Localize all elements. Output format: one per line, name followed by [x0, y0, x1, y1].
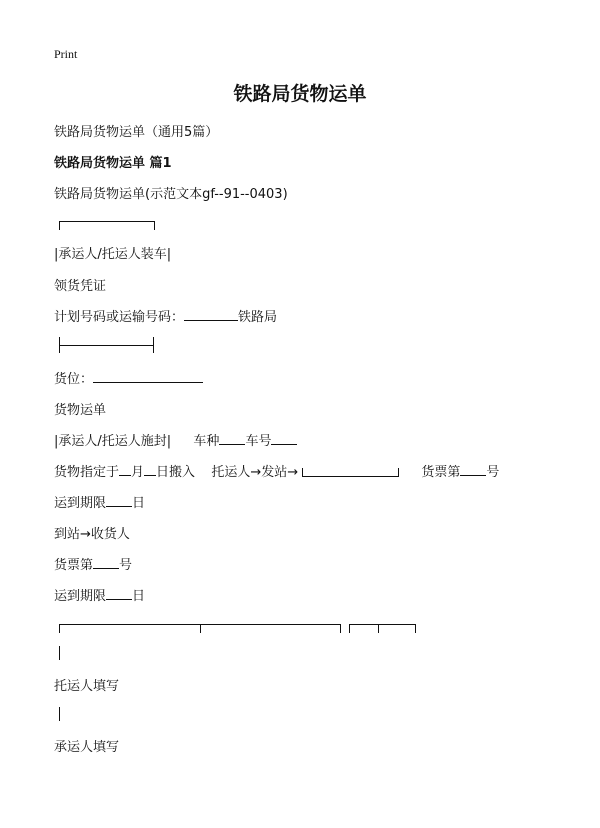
- frame-middle-line: [59, 345, 153, 346]
- table-segment-1: [59, 624, 201, 633]
- plan-number-row: [54, 306, 277, 325]
- carrier-loading-label: |承运人/托运人装车|: [54, 247, 172, 262]
- car-type-label: 车种: [193, 434, 220, 449]
- delivery-limit-row: [54, 492, 145, 511]
- delivery-limit-label: 运到期限: [54, 496, 107, 511]
- waybill-label: 货物运单: [54, 403, 107, 418]
- carrier-seal-label: |承运人/托运人施封|: [54, 434, 172, 449]
- seal-row: [54, 430, 297, 449]
- ticket-prefix: 货票第: [421, 465, 461, 480]
- sample-text: 铁路局货物运单(示范文本gf--91--0403): [54, 187, 288, 202]
- car-type-blank: [219, 432, 245, 445]
- day2-label: 日: [132, 589, 146, 604]
- railway-bureau-label: 铁路局: [238, 310, 278, 325]
- table-left-edge-1: [59, 646, 60, 660]
- delivery-limit2-blank: [106, 587, 132, 600]
- car-number-label: 车号: [245, 434, 272, 449]
- to-station-label: 到站→收货人: [54, 527, 130, 542]
- frame-right-edge: [153, 337, 154, 353]
- form-frame-top: [59, 221, 155, 230]
- day-moved-label: 日搬入: [156, 465, 196, 480]
- carrier-fill-label: 承运人填写: [54, 740, 120, 755]
- ticket2-suffix: 号: [119, 558, 133, 573]
- month-label: 月: [131, 465, 145, 480]
- designated-row: [54, 461, 499, 480]
- cargo-position-label: 货位：: [54, 372, 94, 387]
- table-left-edge-2: [59, 707, 60, 721]
- day-blank: [144, 463, 156, 476]
- car-number-blank: [271, 432, 297, 445]
- ticket-row-2: [54, 554, 132, 573]
- table-segment-2: [200, 624, 341, 633]
- page-title: 铁路局货物运单: [233, 83, 367, 105]
- plan-number-label: 计划号码或运输号码：: [54, 310, 185, 325]
- shipper-to-station-label: 托运人→发站→: [211, 465, 299, 480]
- cargo-position-blank: [93, 370, 203, 383]
- delivery-limit2-label: 运到期限: [54, 589, 107, 604]
- receipt-label: 领货凭证: [54, 279, 107, 294]
- ticket2-blank: [93, 556, 119, 569]
- designated-label: 货物指定于: [54, 465, 120, 480]
- section-heading: 铁路局货物运单 篇1: [54, 156, 172, 171]
- shipper-fill-label: 托运人填写: [54, 679, 120, 694]
- subtitle: 铁路局货物运单（通用5篇）: [54, 125, 219, 140]
- cargo-position-row: [54, 368, 203, 387]
- day-label: 日: [132, 496, 146, 511]
- plan-number-blank: [184, 308, 238, 321]
- ticket2-prefix: 货票第: [54, 558, 94, 573]
- delivery-limit-row-2: [54, 585, 145, 604]
- month-blank: [119, 463, 131, 476]
- ticket-suffix: 号: [486, 465, 500, 480]
- delivery-limit-blank: [106, 494, 132, 507]
- station-box: [302, 468, 399, 477]
- ticket-blank: [460, 463, 486, 476]
- table-segment-4: [378, 624, 416, 633]
- table-segment-3: [349, 624, 379, 633]
- print-label: Print: [54, 47, 78, 61]
